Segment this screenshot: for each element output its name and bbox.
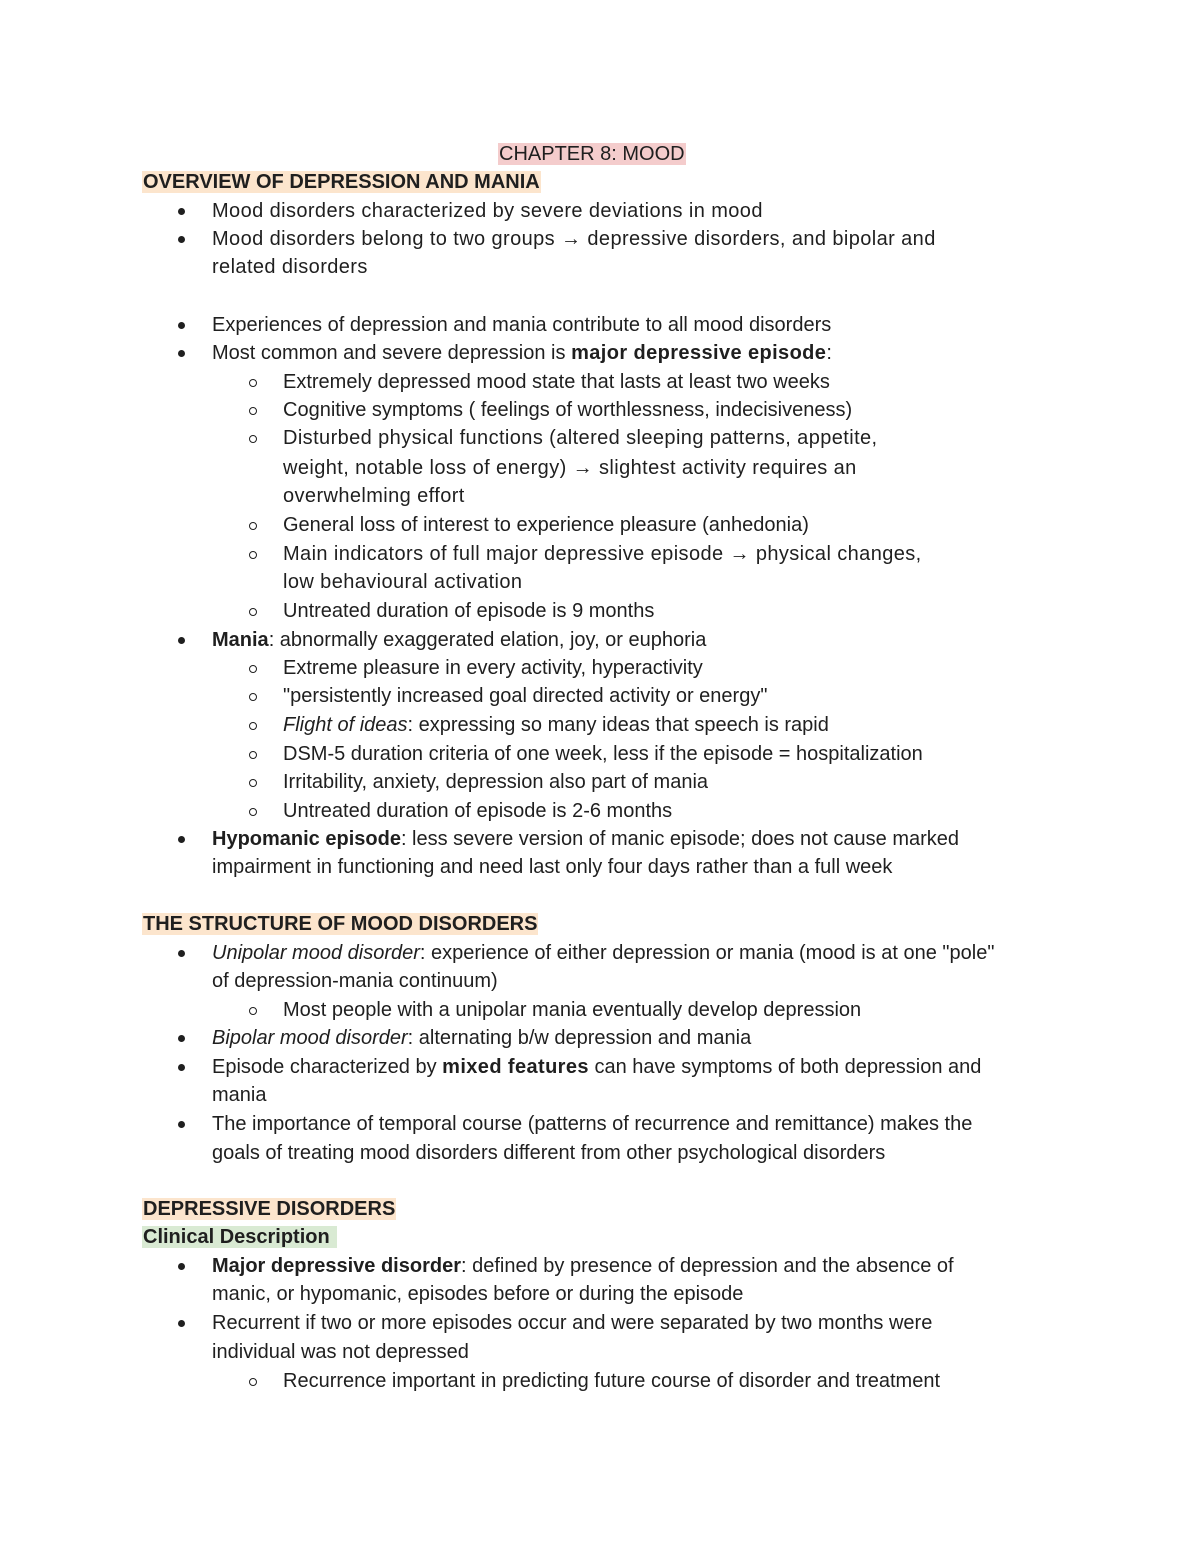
bullet-dot	[178, 1263, 185, 1270]
sub-list-item: Irritability, anxiety, depression also part of mania	[283, 771, 709, 793]
list-item: Episode characterized by mixed features can have symptoms of both depression and	[212, 1056, 982, 1078]
list-item: Mood disorders belong to two groups → depressive disorders, and bipolar and	[212, 228, 936, 250]
list-item-continuation: impairment in functioning and need last only four days rather than a full week	[212, 856, 893, 878]
list-item: Mood disorders characterized by severe deviations in mood	[212, 200, 763, 222]
bullet-dot	[178, 1035, 185, 1042]
list-item-continuation: mania	[212, 1084, 267, 1106]
sub-list-item-continuation: weight, notable loss of energy) → slightest activity requires an	[283, 457, 857, 479]
sub-list-item: DSM-5 duration criteria of one week, less if the episode = hospitalization	[283, 743, 923, 765]
structure-heading: THE STRUCTURE OF MOOD DISORDERS	[143, 913, 538, 935]
sub-list-item: Flight of ideas: expressing so many ideas that speech is rapid	[283, 714, 829, 736]
term-hypomanic-episode: Hypomanic episode	[212, 828, 401, 850]
sub-bullet-ring	[249, 522, 257, 530]
sub-bullet-ring	[249, 1378, 257, 1386]
list-item: Hypomanic episode: less severe version of manic episode; does not cause marked	[212, 828, 960, 850]
sub-bullet-ring	[249, 779, 257, 787]
sub-list-item: Main indicators of full major depressive episode → physical changes,	[283, 543, 922, 565]
sub-list-item-continuation: overwhelming effort	[283, 485, 465, 507]
sub-bullet-ring	[249, 407, 257, 415]
sub-bullet-ring	[249, 665, 257, 673]
bullet-dot	[178, 637, 185, 644]
sub-bullet-ring	[249, 551, 257, 559]
sub-list-item: Disturbed physical functions (altered sleeping patterns, appetite,	[283, 427, 878, 449]
chapter-title: CHAPTER 8: MOOD	[499, 143, 685, 165]
bullet-dot	[178, 350, 185, 357]
sub-bullet-ring	[249, 808, 257, 816]
sub-list-item: Most people with a unipolar mania eventually develop depression	[283, 999, 862, 1021]
list-item-continuation: individual was not depressed	[212, 1341, 469, 1363]
list-item-continuation: goals of treating mood disorders different from other psychological disorders	[212, 1142, 886, 1164]
list-item: Most common and severe depression is major depressive episode:	[212, 342, 832, 364]
sub-bullet-ring	[249, 722, 257, 730]
overview-heading: OVERVIEW OF DEPRESSION AND MANIA	[143, 171, 540, 193]
list-item: Major depressive disorder: defined by presence of depression and the absence of	[212, 1255, 954, 1277]
sub-list-item: Recurrence important in predicting future course of disorder and treatment	[283, 1370, 941, 1392]
list-item-continuation: manic, or hypomanic, episodes before or during the episode	[212, 1283, 744, 1305]
sub-bullet-ring	[249, 1007, 257, 1015]
sub-list-item: Extremely depressed mood state that lasts at least two weeks	[283, 371, 830, 393]
term-flight-of-ideas: Flight of ideas	[283, 714, 408, 736]
list-item: Mania: abnormally exaggerated elation, joy, or euphoria	[212, 629, 707, 651]
bullet-dot	[178, 236, 185, 243]
bullet-dot	[178, 1121, 185, 1128]
term-mania: Mania	[212, 629, 269, 651]
sub-bullet-ring	[249, 379, 257, 387]
sub-list-item: Extreme pleasure in every activity, hyperactivity	[283, 657, 703, 679]
sub-list-item: Cognitive symptoms ( feelings of worthlessness, indecisiveness)	[283, 399, 853, 421]
term-major-depressive-episode: major depressive episode	[571, 342, 827, 364]
list-item: Experiences of depression and mania contribute to all mood disorders	[212, 314, 832, 336]
list-item-continuation: related disorders	[212, 256, 368, 278]
sub-list-item: Untreated duration of episode is 9 months	[283, 600, 655, 622]
depressive-disorders-heading: DEPRESSIVE DISORDERS	[143, 1198, 396, 1220]
list-item-continuation: of depression-mania continuum)	[212, 970, 498, 992]
sub-bullet-ring	[249, 693, 257, 701]
term-mixed-features: mixed features	[442, 1056, 589, 1078]
list-item: Bipolar mood disorder: alternating b/w depression and mania	[212, 1027, 752, 1049]
sub-bullet-ring	[249, 751, 257, 759]
sub-list-item: "persistently increased goal directed activity or energy"	[283, 685, 768, 707]
bullet-dot	[178, 208, 185, 215]
bullet-dot	[178, 322, 185, 329]
bullet-dot	[178, 1064, 185, 1071]
clinical-description-subheading: Clinical Description	[142, 1223, 337, 1252]
sub-list-item: Untreated duration of episode is 2-6 months	[283, 800, 673, 822]
sub-bullet-ring	[249, 608, 257, 616]
term-bipolar-mood-disorder: Bipolar mood disorder	[212, 1027, 408, 1049]
term-major-depressive-disorder: Major depressive disorder	[212, 1255, 461, 1277]
sub-list-item-continuation: low behavioural activation	[283, 571, 523, 593]
bullet-dot	[178, 1320, 185, 1327]
sub-list-item: General loss of interest to experience pleasure (anhedonia)	[283, 514, 809, 536]
list-item: The importance of temporal course (patterns of recurrence and remittance) makes the	[212, 1113, 973, 1135]
bullet-dot	[178, 950, 185, 957]
term-unipolar-mood-disorder: Unipolar mood disorder	[212, 942, 420, 964]
bullet-dot	[178, 836, 185, 843]
list-item: Unipolar mood disorder: experience of either depression or mania (mood is at one "pole"	[212, 942, 995, 964]
list-item: Recurrent if two or more episodes occur and were separated by two months were	[212, 1312, 933, 1334]
sub-bullet-ring	[249, 435, 257, 443]
